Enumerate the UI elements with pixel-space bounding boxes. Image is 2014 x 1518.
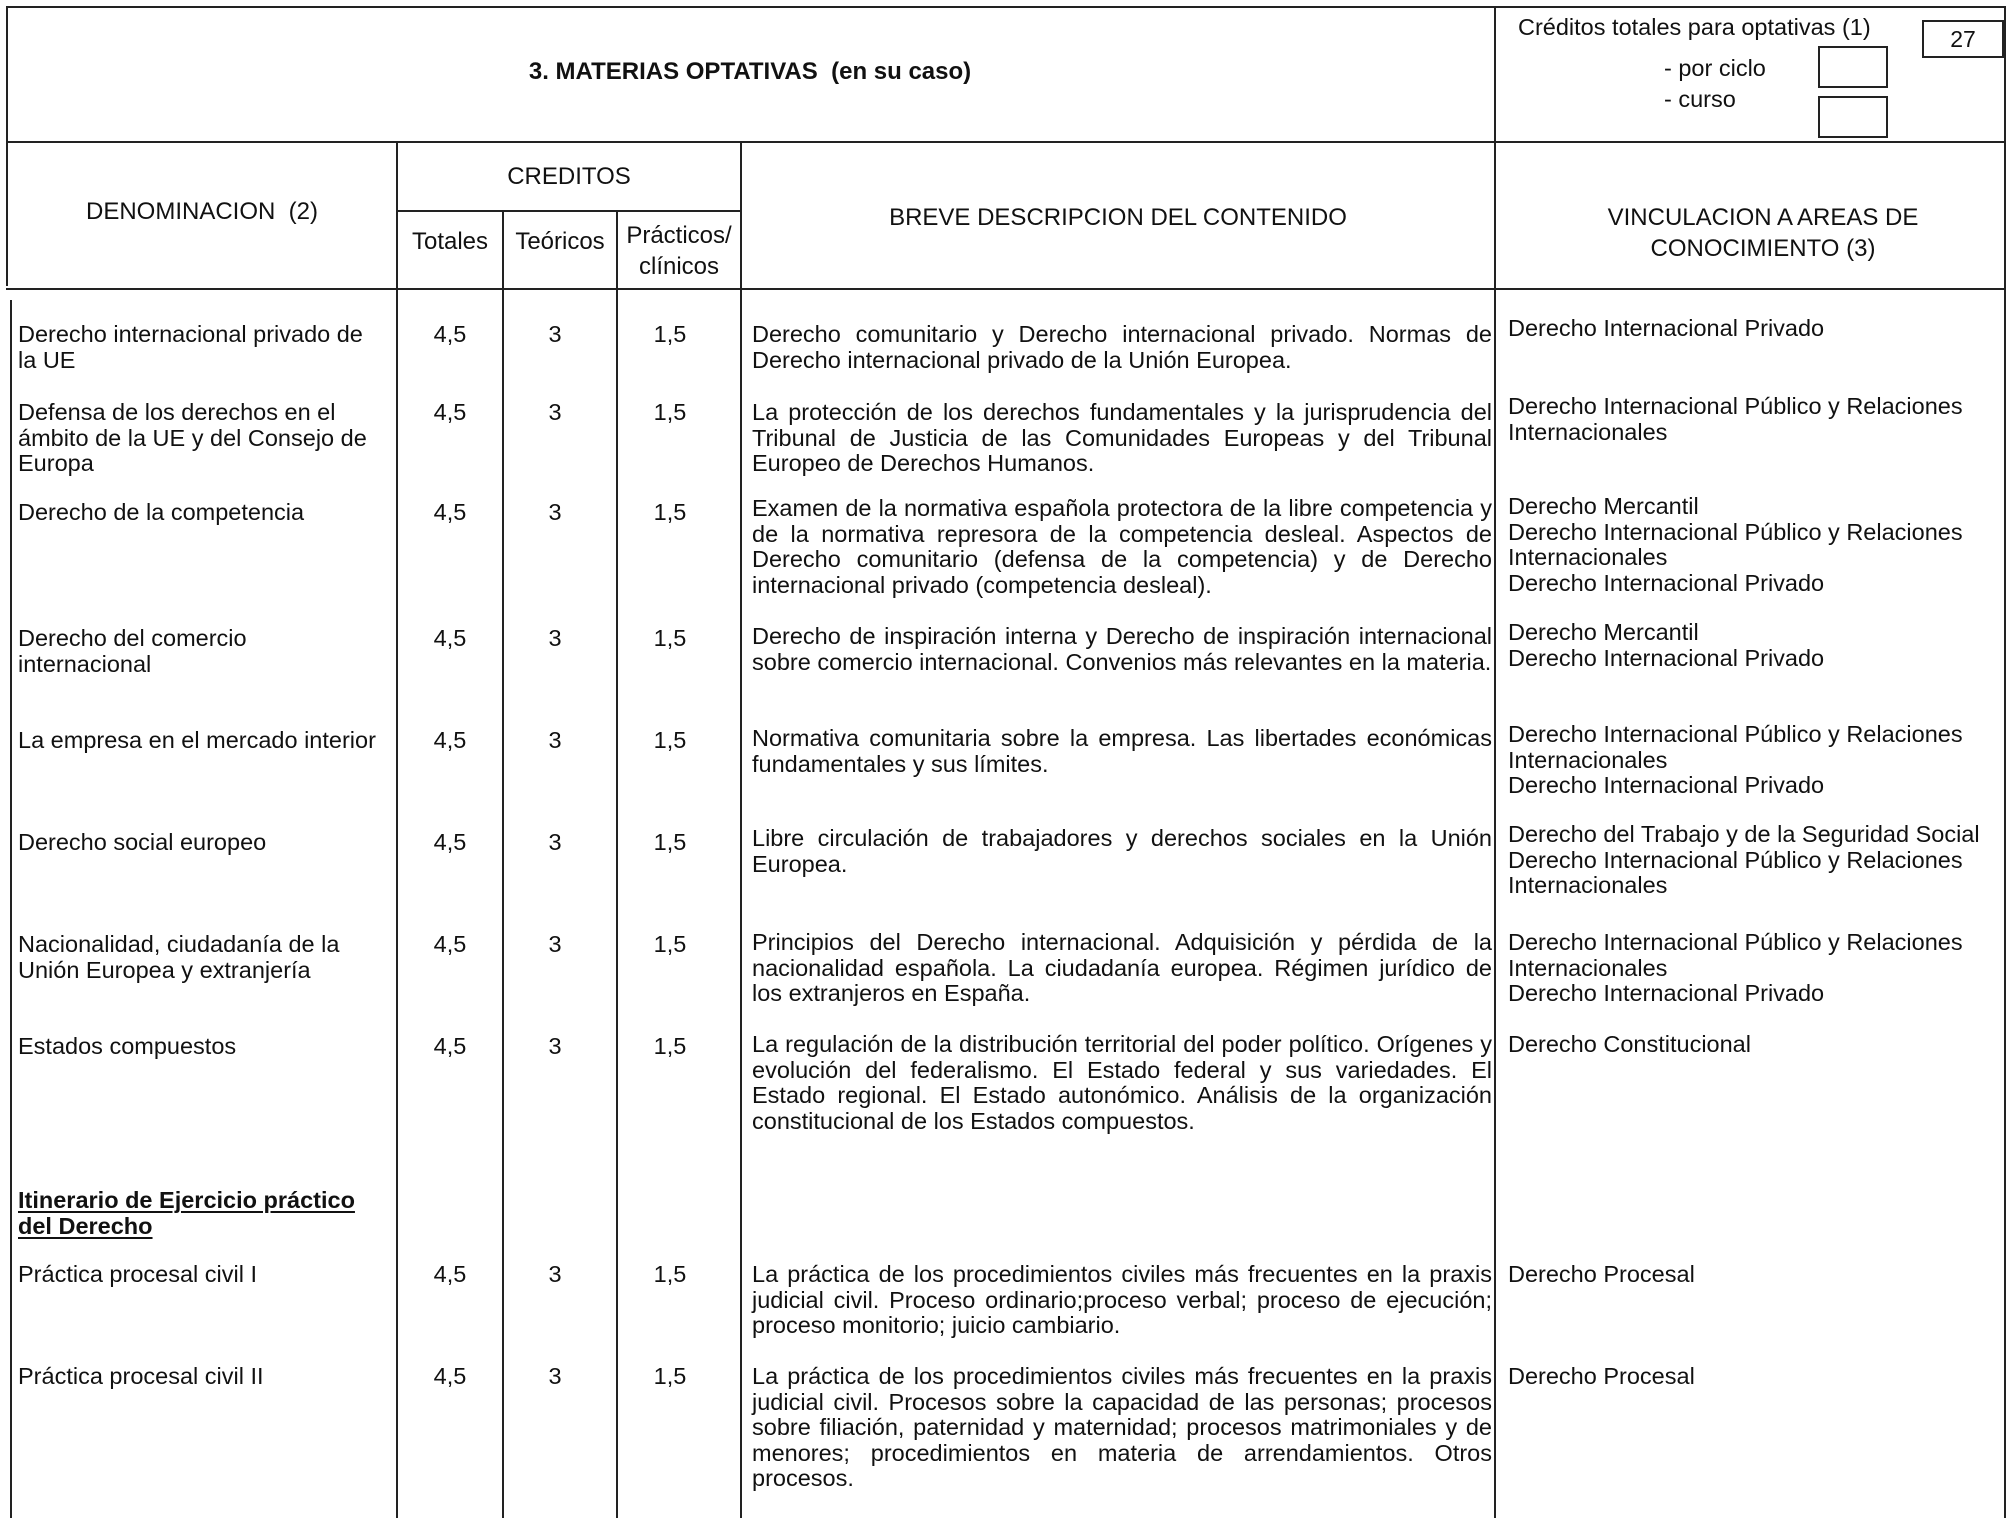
row-practicos: 1,5 <box>653 829 687 855</box>
row-totales: 4,5 <box>433 1033 467 1059</box>
row-denominacion: Estados compuestos <box>18 1033 237 1059</box>
row-descripcion: La práctica de los procedimientos civiles más frecuentes en la praxis judicial civil. Proceso ordinario;proceso verbal; proceso de ejecución; proceso monitorio; juicio cambiario. <box>752 1261 1492 1338</box>
col-teoricos: Teóricos <box>515 228 605 255</box>
row-totales: 4,5 <box>433 499 467 525</box>
row-denominacion: Práctica procesal civil II <box>18 1363 264 1389</box>
section-title: 3. MATERIAS OPTATIVAS (en su caso) <box>528 58 972 85</box>
row-practicos: 1,5 <box>653 399 687 425</box>
row-practicos: 1,5 <box>653 625 687 651</box>
creditos-totales-label: Créditos totales para optativas (1) <box>1518 14 1871 40</box>
row-areas: Derecho Internacional Público y Relaciones Internacionales Derecho Internacional Privado <box>1508 929 1963 1006</box>
row-areas: Derecho Procesal <box>1508 1363 1695 1389</box>
row-descripcion: Libre circulación de trabajadores y derechos sociales en la Unión Europea. <box>752 825 1492 877</box>
row-practicos: 1,5 <box>653 1261 687 1287</box>
row-descripcion: La protección de los derechos fundamentales y la jurisprudencia del Tribunal de Justicia de las Comunidades Europeas y del Tribunal Europeo de Derechos Humanos. <box>752 399 1492 476</box>
row-totales: 4,5 <box>433 1363 467 1389</box>
row-teoricos: 3 <box>548 499 562 525</box>
row-teoricos: 3 <box>548 1033 562 1059</box>
row-teoricos: 3 <box>548 1261 562 1287</box>
row-practicos: 1,5 <box>653 1363 687 1389</box>
col-descripcion: BREVE DESCRIPCION DEL CONTENIDO <box>889 204 1347 231</box>
row-areas: Derecho Internacional Privado <box>1508 315 1825 341</box>
left-border <box>6 6 8 286</box>
denominacion-divider <box>396 141 398 1518</box>
col-totales: Totales <box>411 228 489 255</box>
row-denominacion: Práctica procesal civil I <box>18 1261 257 1287</box>
column-header-bottom-border <box>6 288 2006 290</box>
row-practicos: 1,5 <box>653 321 687 347</box>
row-areas: Derecho Internacional Público y Relaciones Internacionales <box>1508 393 1963 445</box>
curso-label: - curso <box>1664 86 1736 112</box>
row-denominacion: La empresa en el mercado interior <box>18 727 376 753</box>
row-descripcion: La regulación de la distribución territorial del poder político. Orígenes y evolución del federalismo. El Estado federal y sus variedades. El Estado regional. El Estado autonómico. Análisis de la organización constitucional de los Estados compuestos. <box>752 1031 1492 1134</box>
row-teoricos: 3 <box>548 1363 562 1389</box>
itinerario-title: Itinerario de Ejercicio práctico del Derecho <box>18 1187 355 1239</box>
row-denominacion: Derecho del comercio internacional <box>18 625 247 677</box>
row-descripcion: Principios del Derecho internacional. Adquisición y pérdida de la nacionalidad española. La ciudadanía europea. Régimen jurídico de los extranjeros en España. <box>752 929 1492 1006</box>
row-totales: 4,5 <box>433 399 467 425</box>
por-ciclo-label: - por ciclo <box>1664 55 1766 81</box>
row-denominacion: Defensa de los derechos en el ámbito de la UE y del Consejo de Europa <box>18 399 367 476</box>
row-totales: 4,5 <box>433 1261 467 1287</box>
row-areas: Derecho Internacional Público y Relaciones Internacionales Derecho Internacional Privado <box>1508 721 1963 798</box>
row-areas: Derecho Mercantil Derecho Internacional Privado <box>1508 619 1825 671</box>
creditos-totales-box <box>1922 20 2004 58</box>
row-practicos: 1,5 <box>653 931 687 957</box>
row-practicos: 1,5 <box>653 499 687 525</box>
row-teoricos: 3 <box>548 399 562 425</box>
row-teoricos: 3 <box>548 829 562 855</box>
row-denominacion: Derecho social europeo <box>18 829 267 855</box>
col-practicos: Prácticos/ clínicos <box>626 222 732 280</box>
creditos-totales-value: 27 <box>1950 26 1976 52</box>
totales-divider <box>502 210 504 1518</box>
row-descripcion: Derecho comunitario y Derecho internacional privado. Normas de Derecho internacional privado de la Unión Europea. <box>752 321 1492 373</box>
row-areas: Derecho del Trabajo y de la Seguridad Social Derecho Internacional Público y Relaciones Internacionales <box>1508 821 1980 898</box>
vinculacion-divider <box>1494 6 1496 1518</box>
row-descripcion: Normativa comunitaria sobre la empresa. Las libertades económicas fundamentales y sus límites. <box>752 725 1492 777</box>
row-descripcion: Examen de la normativa española protectora de la libre competencia y de la normativa represora de la competencia desleal. Aspectos de Derecho comunitario (defensa de la competencia) y de Derecho internacional privado (competencia desleal). <box>752 495 1492 598</box>
right-border <box>2004 6 2006 1518</box>
row-denominacion: Nacionalidad, ciudadanía de la Unión Europea y extranjería <box>18 931 340 983</box>
row-descripcion: La práctica de los procedimientos civiles más frecuentes en la praxis judicial civil. Procesos sobre la capacidad de las personas; procesos sobre filiación, paternidad y maternidad; procesos matrimoniales y de menores; procedimientos en materia de arrendamientos. Otros procesos. <box>752 1363 1492 1491</box>
row-teoricos: 3 <box>548 931 562 957</box>
row-descripcion: Derecho de inspiración interna y Derecho de inspiración internacional sobre comercio internacional. Convenios más relevantes en la materia. <box>752 623 1492 675</box>
row-practicos: 1,5 <box>653 727 687 753</box>
creditos-subheader-border <box>396 210 742 212</box>
row-totales: 4,5 <box>433 931 467 957</box>
col-denominacion: DENOMINACION (2) <box>85 198 318 225</box>
row-practicos: 1,5 <box>653 1033 687 1059</box>
row-teoricos: 3 <box>548 727 562 753</box>
table-top-border <box>6 6 2006 8</box>
por-ciclo-box <box>1818 46 1888 88</box>
teoricos-divider <box>616 210 618 1518</box>
row-totales: 4,5 <box>433 829 467 855</box>
row-denominacion: Derecho de la competencia <box>18 499 305 525</box>
row-teoricos: 3 <box>548 625 562 651</box>
col-creditos: CREDITOS <box>507 163 631 190</box>
row-areas: Derecho Procesal <box>1508 1261 1695 1287</box>
row-totales: 4,5 <box>433 625 467 651</box>
row-denominacion: Derecho internacional privado de la UE <box>18 321 363 373</box>
row-teoricos: 3 <box>548 321 562 347</box>
descripcion-divider <box>740 141 742 1518</box>
header-bottom-border <box>6 141 2006 143</box>
row-totales: 4,5 <box>433 321 467 347</box>
row-totales: 4,5 <box>433 727 467 753</box>
row-areas: Derecho Mercantil Derecho Internacional Público y Relaciones Internacionales Derecho Internacional Privado <box>1508 493 1963 596</box>
row-areas: Derecho Constitucional <box>1508 1031 1751 1057</box>
left-margin-line <box>10 300 12 1518</box>
curso-box <box>1818 96 1888 138</box>
col-vinculacion: VINCULACION A AREAS DE CONOCIMIENTO (3) <box>1607 204 1919 262</box>
